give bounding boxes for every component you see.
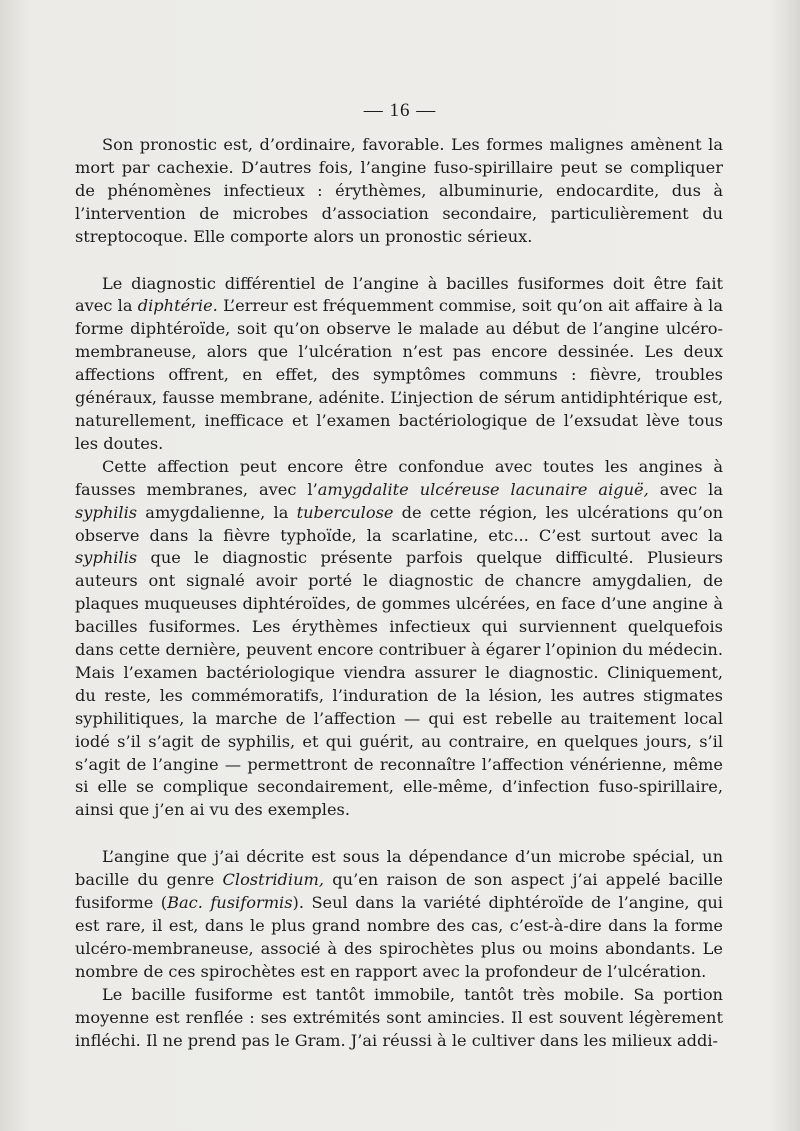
paragraph-gap — [75, 249, 723, 273]
italic-term: syphilis — [75, 548, 138, 568]
text-run: amygdalienne, la — [137, 502, 297, 522]
text-run: ). Seul dans la variété diphtéroïde de l’angine, qui est rare, il est, dans le plus grand nombre des cas, c’est-à-dire dans la forme ulcéro-membraneuse, associé à des spirochètes plus ou moins abondants. Le nombre de ces spirochètes est en rapport avec la profondeur de l’ulcération. — [75, 893, 723, 981]
page-number: — 16 — — [363, 100, 437, 121]
text-run: L’angine que j’ai décrite est sous la dépendance d’un microbe spécial, un bacille du genre — [75, 847, 723, 890]
italic-term: Clostridium, — [222, 870, 324, 890]
page-body — [75, 134, 723, 1052]
paragraph-2 — [75, 273, 723, 456]
text-run: Le bacille fusiforme est tantôt immobile, tantôt très mobile. Sa portion moyenne est renflée : ses extrémités sont amincies. Il est souvent légèrement infléchi. Il ne prend pas le Gram. J’ai réussi à le cultiver dans les milieux addi- — [75, 984, 723, 1050]
italic-term: tuberculose — [296, 502, 394, 522]
text-run: avec la — [648, 479, 724, 499]
text-run: que le diagnostic présente parfois quelque difficulté. Plusieurs auteurs ont signalé avoir porté le diagnostic de chancre amygdalien, de plaques muqueuses diphtéroïdes, de gommes ulcérées, en face d’une angine à bacilles fusiformes. Les érythèmes infectieux qui surviennent quelquefois dans cette dernière, peuvent encore contribuer à égarer l’opinion du médecin. Mais l’examen bactériologique viendra assurer le diagnostic. Cliniquement, du reste, les commémoratifs, l’induration de la lésion, les autres stigmates syphilitiques, la marche de l’affection — qui est rebelle au traitement local iodé s’il s’agit de syphilis, et qui guérit, au contraire, en quelques jours, s’il s’agit de l’angine — permettront de reconnaître l’affection vénérienne, même si elle se complique secondairement, elle-même, d’infection fuso-spirillaire, ainsi que j’en ai vu des exemples. — [75, 548, 723, 820]
text-run: de cette région, les ulcérations qu’on observe dans la fièvre typhoïde, la scarlatine, etc... C’est surtout avec la — [75, 502, 723, 545]
italic-term: Bac. fusiformis — [167, 893, 293, 913]
italic-term: syphilis — [75, 502, 138, 522]
paragraph-gap — [75, 822, 723, 846]
paragraph-1 — [75, 134, 723, 249]
text-run: qu’en raison de son aspect j’ai appelé bacille fusiforme ( — [75, 870, 723, 913]
italic-term: diphtérie. — [137, 296, 218, 316]
text-run: L’erreur est fréquemment commise, soit qu’on ait affaire à la forme diphtéroïde, soit qu’on observe le malade au début de l’angine ulcéro-membraneuse, alors que l’ulcération n’est pas encore dessinée. Les deux affections offrent, en effet, des symptômes communs : fièvre, troubles généraux, fausse membrane, adénite. L’injection de sérum antidiphtérique est, naturellement, inefficace et l’examen bactériologique de l’exsudat lève tous les doutes. — [75, 296, 724, 453]
text-run: Le diagnostic différentiel de l’angine à bacilles fusiformes doit être fait avec la — [75, 273, 723, 316]
text-run: Cette affection peut encore être confondue avec toutes les angines à fausses membranes, avec l’ — [75, 456, 723, 499]
paragraph-5 — [75, 984, 723, 1053]
italic-term: amygdalite ulcéreuse lacunaire aiguë, — [317, 479, 649, 499]
paragraph-3 — [75, 456, 723, 823]
paragraph-4 — [75, 846, 723, 983]
text-run: Son pronostic est, d’ordinaire, favorable. Les formes malignes amènent la mort par cachexie. D’autres fois, l’angine fuso-spirillaire peut se compliquer de phénomènes infectieux : érythèmes, albuminurie, endocardite, dus à l’intervention de microbes d’association secondaire, particulièrement du streptocoque. Elle comporte alors un pronostic sérieux. — [75, 135, 723, 246]
